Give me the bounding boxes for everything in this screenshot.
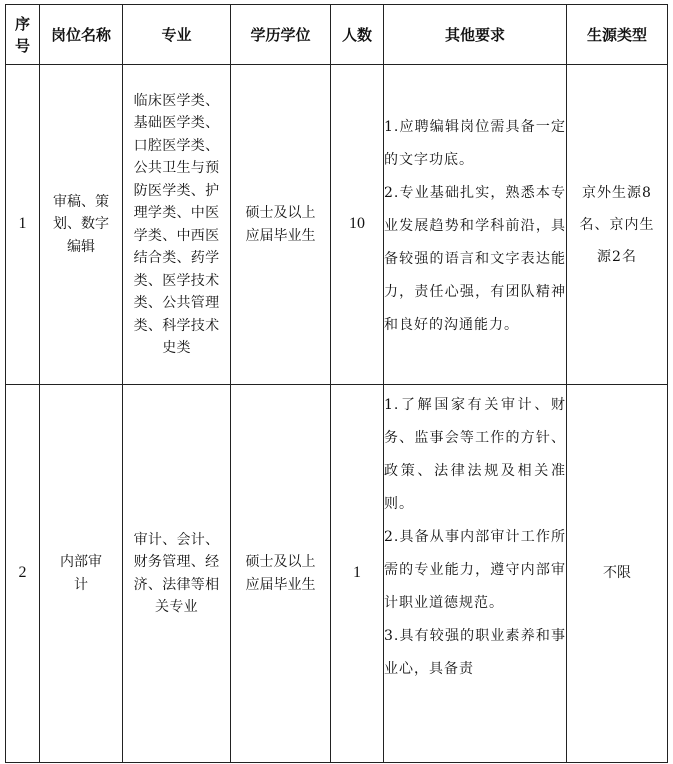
header-position: 岗位名称 (40, 5, 123, 65)
requirement-item: 3.具有较强的职业素养和事业心，具备责 (384, 628, 566, 677)
row-index: 1 (6, 65, 40, 385)
recruitment-table (5, 4, 668, 763)
row-source: 京外生源8名、京内生源2名 (567, 65, 668, 385)
row-major: 临床医学类、基础医学类、口腔医学类、公共卫生与预防医学类、护理学类、中医学类、中西医结合类、药学类、医学技术类、公共管理类、科学技术史类 (123, 65, 231, 385)
row-requirements (384, 385, 567, 763)
requirement-item: 2.专业基础扎实，熟悉本专业发展趋势和学科前沿，具备较强的语言和文字表达能力，责任心强，有团队精神和良好的沟通能力。 (384, 185, 566, 333)
requirement-item: 1.了解国家有关审计、财务、监事会等工作的方针、政策、法律法规及相关准则。 (384, 397, 566, 512)
row-count: 10 (331, 65, 384, 385)
row-requirements (384, 65, 567, 385)
header-source: 生源类型 (567, 5, 668, 65)
header-index: 序号 (6, 5, 40, 65)
requirement-item: 2.具备从事内部审计工作所需的专业能力，遵守内部审计职业道德规范。 (384, 529, 566, 611)
row-source: 不限 (567, 385, 668, 763)
header-degree: 学历学位 (231, 5, 331, 65)
header-major: 专业 (123, 5, 231, 65)
table-row (6, 65, 668, 385)
row-count: 1 (331, 385, 384, 763)
row-position: 内部审计 (40, 385, 123, 763)
row-index: 2 (6, 385, 40, 763)
header-requirements: 其他要求 (384, 5, 567, 65)
row-position: 审稿、策划、数字编辑 (40, 65, 123, 385)
requirement-item: 1.应聘编辑岗位需具备一定的文字功底。 (384, 119, 566, 168)
header-row (6, 5, 668, 65)
header-count: 人数 (331, 5, 384, 65)
row-degree: 硕士及以上应届毕业生 (231, 65, 331, 385)
row-major: 审计、会计、财务管理、经济、法律等相关专业 (123, 385, 231, 763)
row-degree: 硕士及以上应届毕业生 (231, 385, 331, 763)
table-row (6, 385, 668, 763)
